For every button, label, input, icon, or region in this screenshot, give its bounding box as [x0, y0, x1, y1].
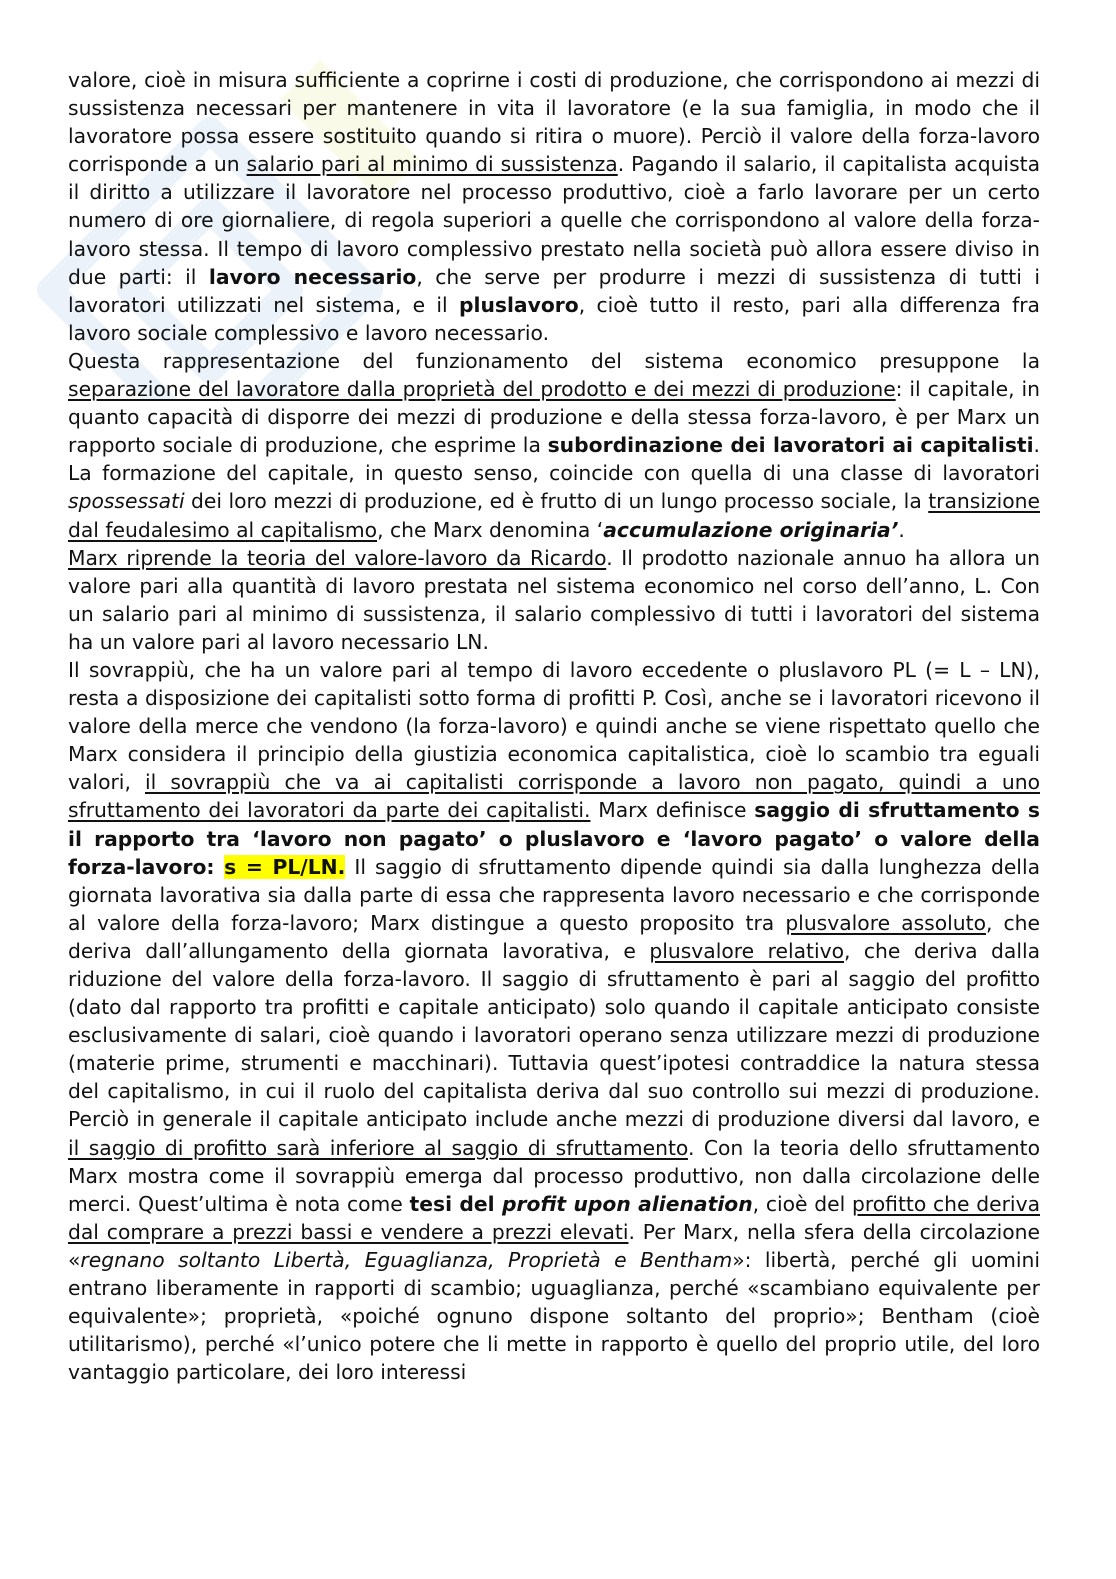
- emphasized-phrase: tesi del: [409, 1191, 502, 1216]
- paragraph-sovrappiu: [68, 656, 1040, 1386]
- underlined-phrase: plusvalore assoluto: [785, 910, 986, 935]
- underlined-phrase: plusvalore relativo: [649, 938, 845, 963]
- emphasized-phrase: accumulazione originaria’: [603, 517, 899, 542]
- text-run: . La formazione del capitale, in questo senso, coincide con quella di una classe di lavoratori: [68, 433, 1040, 486]
- emphasized-phrase: subordinazione dei lavoratori ai capitalisti: [547, 433, 1034, 458]
- emphasized-phrase: saggio di sfruttamento s il rapporto tra ‘lavoro non pagato’ o pluslavoro e ‘lavoro pagato’ o valore della forza-lavoro:: [68, 798, 1040, 879]
- text-run: Il sovrappiù, che ha un valore pari al tempo di lavoro eccedente o pluslavoro PL (= L – LN), resta a disposizione dei capitalisti sotto forma di profitti P. Così, anche se i lavoratori ricevono il valore della merce che vendono (la forza-lavoro) e quindi anche se viene rispettato quello che Marx considera il principio della giustizia economica capitalistica, cioè lo scambio tra eguali valori,: [68, 657, 1040, 795]
- highlighted-formula: s = PL/LN.: [224, 854, 346, 879]
- emphasized-phrase: pluslavoro: [458, 292, 579, 317]
- paragraph-forza-lavoro: [68, 66, 1040, 347]
- text-run: , cioè tutto il resto, pari alla differenza fra lavoro sociale complessivo e lavoro necessario.: [68, 292, 1040, 345]
- text-run: dei loro mezzi di produzione, ed è frutto di un lungo processo sociale, la: [184, 489, 929, 514]
- text-run: . Per Marx, nella sfera della circolazione «: [68, 1219, 1040, 1272]
- text-run: »: libertà, perché gli uomini entrano liberamente in rapporti di scambio; uguaglianza, perché «scambiano equivalente per equivalente»; proprietà, «poiché ognuno dispone soltanto del proprio»; Bentham (cioè utilitarismo), perché «l’unico potere che li mette in rapporto è quello del proprio utile, del loro vantaggio particolare, dei loro interessi: [68, 1247, 1041, 1385]
- text-run: , che Marx denomina ‘: [377, 517, 604, 542]
- underlined-phrase: transizione dal feudalesimo al capitalismo: [68, 489, 1040, 542]
- emphasized-phrase: profit upon alienation: [501, 1191, 753, 1216]
- emphasized-phrase: spossessati: [68, 489, 185, 514]
- paragraph-valore-lavoro: [68, 544, 1040, 656]
- text-run: , che deriva dalla riduzione del valore della forza-lavoro. Il saggio di sfruttamento è pari al saggio del profitto (dato dal rapporto tra profitti e capitale anticipato) solo quando il capitale anticipato consiste esclusivamente di salari, cioè quando i lavoratori operano senza utilizzare mezzi di produzione (materie prime, strumenti e macchinari). Tuttavia quest’ipotesi contraddice la natura stessa del capitalismo, in cui il ruolo del capitalista deriva dal suo controllo sui mezzi di produzione. Perciò in generale il capitale anticipato include anche mezzi di produzione diversi dal lavoro, e: [68, 938, 1041, 1132]
- underlined-phrase: il sovrappiù che va ai capitalisti corrisponde a lavoro non pagato, quindi a uno sfruttamento dei lavoratori da parte dei capitalisti.: [68, 770, 1040, 823]
- text-run: . Pagando il salario, il capitalista acquista il diritto a utilizzare il lavoratore nel processo produttivo, cioè a farlo lavorare per un certo numero di ore giornaliere, di regola superiori a quelle che corrispondono al valore della forza-lavoro stessa. Il tempo di lavoro complessivo prestato nella società può allora essere diviso in due parti: il: [68, 152, 1041, 289]
- emphasized-phrase: regnano soltanto Libertà, Eguaglianza, Proprietà e Bentham: [80, 1247, 733, 1272]
- text-run: Il saggio di sfruttamento dipende quindi sia dalla lunghezza della giornata lavorativa sia dalla parte di essa che rappresenta lavoro necessario e che corrisponde al valore della forza-lavoro; Marx distingue a questo proposito tra: [68, 854, 1041, 935]
- underlined-phrase: Marx riprende la teoria del valore-lavoro da Ricardo: [68, 545, 607, 570]
- text-run: , che deriva dall’allungamento della giornata lavorativa, e: [68, 910, 1040, 963]
- text-run: , che serve per produrre i mezzi di sussistenza di tutti i lavoratori utilizzati nel sistema, e il: [68, 264, 1040, 317]
- text-run: Marx definisce: [590, 798, 755, 823]
- underlined-phrase: profitto che deriva dal comprare a prezzi bassi e vendere a prezzi elevati: [68, 1191, 1040, 1244]
- emphasized-phrase: lavoro necessario: [208, 264, 417, 289]
- text-run: : il capitale, in quanto capacità di disporre dei mezzi di produzione e della stessa forza-lavoro, è per Marx un rapporto sociale di produzione, che esprime la: [68, 377, 1040, 458]
- underlined-phrase: separazione del lavoratore dalla proprietà del prodotto e dei mezzi di produzione: [68, 377, 896, 402]
- underlined-phrase: il saggio di profitto sarà inferiore al saggio di sfruttamento: [68, 1135, 688, 1160]
- underlined-phrase: salario pari al minimo di sussistenza: [246, 152, 618, 177]
- text-run: Questa rappresentazione del funzionamento del sistema economico presuppone la: [68, 348, 1040, 373]
- text-run: , cioè del: [752, 1191, 852, 1216]
- text-run: .: [898, 517, 905, 542]
- text-run: valore, cioè in misura sufficiente a coprirne i costi di produzione, che corrispondono ai mezzi di sussistenza necessari per mantenere in vita il lavoratore (e la sua famiglia, in modo che il lavoratore possa essere sostituito quando si ritira o muore). Perciò il valore della forza-lavoro corrisponde a un: [68, 68, 1040, 177]
- paragraph-separazione: [68, 347, 1040, 544]
- text-run: . Con la teoria dello sfruttamento Marx mostra come il sovrappiù emerga dal processo produttivo, non dalla circolazione delle merci. Quest’ultima è nota come: [68, 1135, 1040, 1216]
- text-run: . Il prodotto nazionale annuo ha allora un valore pari alla quantità di lavoro prestata nel sistema economico nel corso dell’anno, L. Con un salario pari al minimo di sussistenza, il salario complessivo di tutti i lavoratori del sistema ha un valore pari al lavoro necessario LN.: [68, 545, 1041, 654]
- document-body: [68, 66, 1040, 1386]
